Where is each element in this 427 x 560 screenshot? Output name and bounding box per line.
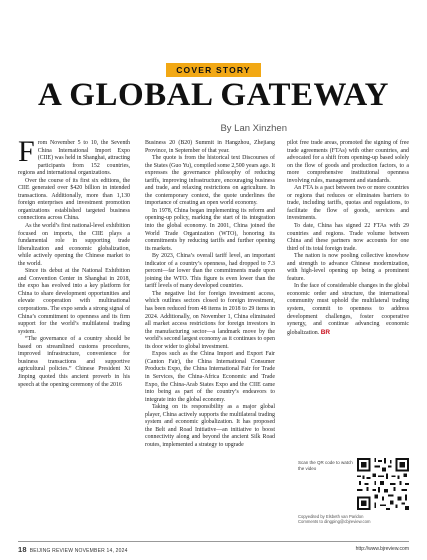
- section-kicker: COVER STORY: [166, 63, 261, 77]
- footer-divider: [18, 541, 409, 542]
- paragraph: Business 20 (B20) Summit in Hangzhou, Zhejiang Province, in September of that year.: [145, 140, 275, 154]
- footer-folio: [18, 545, 128, 554]
- paragraph: “The governance of a country should be based on streamlined customs procedures, improved infrastructure, convenience for business transactions and supportive agricultural policies.” Chinese President Xi Jinping quoted this ancient proverb in his speech at the opening ceremony of the 2016: [18, 336, 130, 388]
- paragraph: As the world’s first national-level exhibition focused on imports, the CIIE plays a fundamental role in supporting trade liberalization and economic globalization, while actively opening the Chinese market to the world.: [18, 223, 130, 267]
- publication-name: BEIJING REVIEW NOVEMBER 14, 2024: [29, 548, 128, 554]
- copyedit-note: [298, 514, 416, 525]
- paragraph: To date, China has signed 22 FTAs with 29 countries and regions. Trade volume between China and these partners now accounts for one third of its total foreign trade.: [287, 223, 409, 252]
- text-column-2: [145, 140, 275, 449]
- website-url[interactable]: http://www.bjreview.com: [355, 546, 409, 552]
- paragraph: The quote is from the historical text Discourses of the States (Guo Yu), compiled some 2,500 years ago. It expresses the governance philosophy of reducing tariffs, improving infrastructure, encouraging business and trade, and relaxing restrictions on agriculture. In the contemporary context, the quote underlines the importance of creating an open world economy.: [145, 155, 276, 207]
- byline: By Lan Xinzhen: [220, 123, 287, 134]
- text-column-1: [18, 135, 130, 389]
- closing-paragraph-text: In the face of considerable changes in the global economic order and structure, the international community must uphold the multilateral trading system, commit to openness to address development challenges, foster cooperative synergy, and continue advancing economic globalization.: [287, 283, 409, 336]
- article-title: A GLOBAL GATEWAY: [38, 77, 389, 113]
- text-column-3: [287, 140, 409, 337]
- paragraph: The negative list for foreign investment access, which outlines sectors closed to foreign investment, has been reduced from 48 items in 2018 to 29 items in 2024. Additionally, on November 1, China eliminated all market access restrictions for foreign investors in the manufacturing sector—a landmark move by the world’s second largest economy as it continues to open its door wider to global investment.: [145, 290, 275, 350]
- qr-code[interactable]: [355, 456, 411, 512]
- paragraph: The nation is now pooling collective knowhow and strength to advance Chinese modernization, with high-level opening up being a prominent feature.: [287, 253, 409, 282]
- paragraph: [287, 283, 409, 337]
- comments-email: Comments to dingping@cbjreview.com: [298, 519, 371, 525]
- copyedit-credit: Copyedited by Elsbeth van Paridon: [298, 514, 364, 519]
- paragraph: Since its debut at the National Exhibition and Convention Center in Shanghai in 2018, the expo has evolved into a key platform for China to share development opportunities and elevate cooperation with multinational corporations. The expo sends a strong signal of China’s commitment to openness and its firm support for the world’s multilateral trading system.: [18, 268, 130, 335]
- paragraph: In 1978, China began implementing its reform and opening-up policy, marking the start of its integration into the global economy. In 2001, China joined the World Trade Organization (WTO), honoring its commitments by reducing tariffs and further opening its markets.: [145, 207, 275, 252]
- qr-caption: Scan the QR code to watch the video: [298, 460, 353, 471]
- drop-cap: F: [18, 135, 35, 168]
- page-number: 18: [18, 545, 27, 554]
- paragraph: pilot free trade areas, promoted the signing of free trade agreements (FTAs) with other countries, and advocated for a shift from opening-up based solely on the flow of goods and production factors, to a more comprehensive institutional openness involving rules, management and standards.: [287, 140, 409, 184]
- paragraph: Taking on its responsibility as a major global player, China actively supports the multilateral trading system and economic globalization. It has proposed the Belt and Road Initiative—an initiative to boost connectivity along and beyond the ancient Silk Road routes, implemented a strategy to upgrade: [145, 404, 275, 448]
- paragraph: rom November 5 to 10, the Seventh China International Import Expo (CIIE) was held in Shanghai, attracting participants from 152 countries, regions and international organizations.: [18, 140, 130, 177]
- paragraph: An FTA is a pact between two or more countries or regions that reduces or eliminates barriers to trade, including tariffs, quotas and regulations, to facilitate the flow of goods, services and investments.: [287, 185, 409, 222]
- end-mark: BR: [320, 328, 331, 336]
- paragraph: Over the course of its first six editions, the CIIE generated over $420 billion in intended transactions. Additionally, more than 1,130 foreign enterprises and investment promotion organizations established targeted business connections across China.: [18, 177, 130, 222]
- paragraph: Expos such as the China Import and Export Fair (Canton Fair), the China International Consumer Products Expo, the China International Fair for Trade in Services, the China-Africa Economic and Trade Expo, the China-Arab States Expo and the CIIE came into being as part of the country’s endeavors to integrate into the global economy.: [145, 351, 275, 403]
- paragraph: By 2023, China’s overall tariff level, an important indicator of a country’s openness, had dropped to 7.3 percent—far lower than the commitments made upon joining the WTO. This figure is even lower than the tariff levels of many developed countries.: [145, 253, 275, 290]
